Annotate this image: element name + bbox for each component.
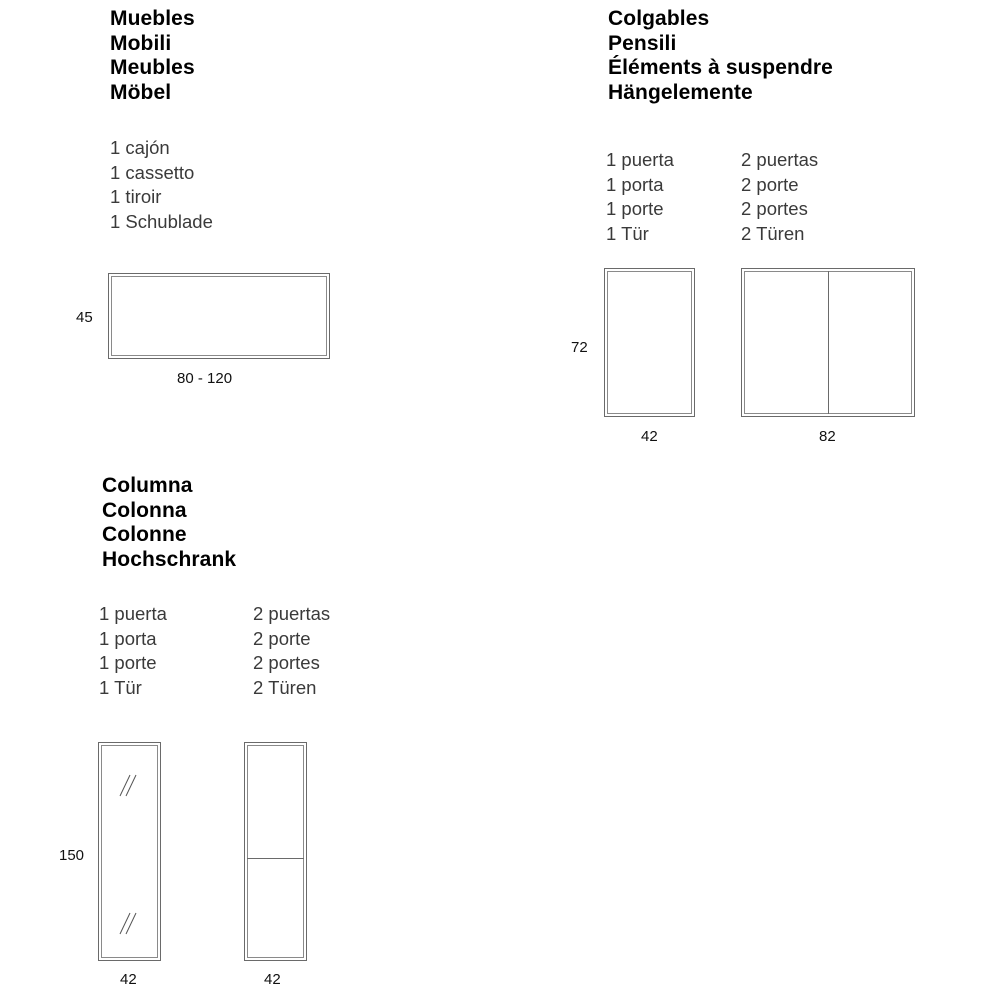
columna-title-de: Hochschrank [102, 547, 237, 571]
colgables-one-door-it: 1 porta [606, 173, 664, 195]
columna-two-doors-list [253, 602, 330, 700]
columna-title-it: Colonna [102, 498, 187, 522]
columna-two-doors-fr: 2 portes [253, 652, 320, 673]
colgables-two-doors-de: 2 Türen [741, 222, 805, 244]
columna-two-doors-it: 2 porte [253, 627, 311, 649]
columna-one-door-es: 1 puerta [99, 603, 167, 624]
columna-height-label: 150 [59, 847, 85, 864]
muebles-title-it: Mobili [110, 31, 172, 55]
columna-title [102, 474, 236, 572]
muebles-option-fr: 1 tiroir [110, 186, 162, 207]
colgables-one-door-de: 1 Tür [606, 222, 649, 244]
colgables-one-door-diagram [604, 268, 695, 417]
colgables-two-doors-width: 82 [819, 428, 836, 445]
colgables-two-doors-es: 2 puertas [741, 149, 819, 170]
columna-two-doors-es: 2 puertas [253, 603, 331, 624]
muebles-title-de: Möbel [110, 80, 172, 104]
columna-door-divider [247, 858, 304, 859]
colgables-one-door-front [607, 271, 692, 414]
columna-split-door-diagram [244, 742, 307, 961]
columna-one-door-list [99, 602, 167, 700]
muebles-option-de: 1 Schublade [110, 210, 213, 232]
glass-reflection-icon [117, 769, 139, 799]
colgables-two-doors-diagram [741, 268, 915, 417]
colgables-one-door-list [606, 148, 674, 246]
muebles-drawer-diagram [108, 273, 330, 359]
colgables-title-it: Pensili [608, 31, 677, 55]
columna-title-fr: Colonne [102, 523, 187, 546]
muebles-title [110, 7, 195, 105]
columna-two-doors-de: 2 Türen [253, 676, 317, 698]
columna-split-door-front [247, 745, 304, 958]
columna-glass-door-diagram [98, 742, 161, 961]
colgables-two-doors-it: 2 porte [741, 173, 799, 195]
muebles-title-fr: Meubles [110, 56, 195, 79]
columna-title-es: Columna [102, 474, 193, 497]
columna-one-door-fr: 1 porte [99, 652, 157, 673]
columna-split-width: 42 [264, 971, 281, 988]
colgables-title-de: Hängelemente [608, 80, 753, 104]
colgables-two-doors-fr: 2 portes [741, 198, 808, 219]
colgables-height-label: 72 [571, 339, 588, 356]
muebles-option-it: 1 cassetto [110, 161, 195, 183]
columna-one-door-de: 1 Tür [99, 676, 142, 698]
columna-glass-width: 42 [120, 971, 137, 988]
glass-reflection-icon [117, 907, 139, 937]
colgables-title [608, 7, 833, 105]
colgables-title-es: Colgables [608, 7, 710, 30]
colgables-title-fr: Éléments à suspendre [608, 56, 833, 79]
colgables-one-door-width: 42 [641, 428, 658, 445]
muebles-option-es: 1 cajón [110, 137, 170, 158]
colgables-two-doors-list [741, 148, 818, 246]
muebles-drawer-option [110, 136, 213, 234]
colgables-one-door-fr: 1 porte [606, 198, 664, 219]
muebles-title-es: Muebles [110, 7, 195, 30]
muebles-width-label: 80 - 120 [177, 370, 233, 387]
colgables-one-door-es: 1 puerta [606, 149, 674, 170]
muebles-height-label: 45 [76, 309, 93, 326]
columna-one-door-it: 1 porta [99, 627, 157, 649]
muebles-drawer-front [111, 276, 327, 356]
colgables-door-divider [828, 271, 829, 414]
